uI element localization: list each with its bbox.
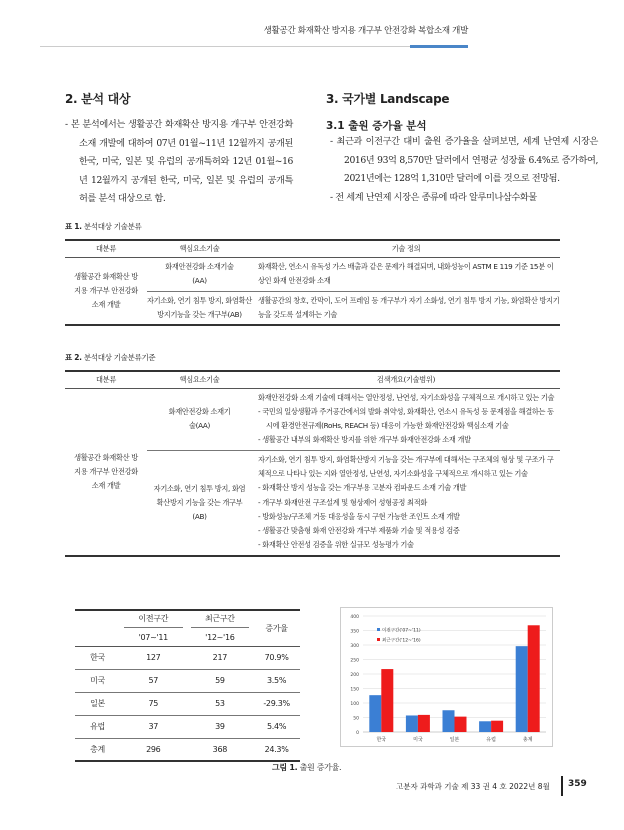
bar-recent — [381, 669, 393, 732]
header-divider — [40, 46, 410, 47]
legend-swatch — [377, 628, 380, 631]
caption-text: 분석대상 기술분류기준 — [83, 353, 156, 362]
bar-previous — [516, 646, 528, 732]
x-tick-label: 일본 — [449, 737, 460, 743]
col-header: 대분류 — [65, 240, 147, 257]
value-cell: 53 — [187, 692, 254, 715]
bar-recent — [528, 625, 540, 732]
y-tick-label: 50 — [353, 716, 359, 722]
bar-previous — [479, 721, 491, 732]
running-header: 생활공간 화재확산 방지용 개구부 안전강화 복합소재 개발 — [263, 26, 468, 36]
table-row — [75, 646, 300, 669]
x-tick-label: 유럽 — [486, 737, 496, 743]
col-header: 기술 정의 — [252, 240, 560, 257]
bar-recent — [418, 715, 430, 732]
header-accent-bar — [410, 45, 468, 48]
scope-item: - 방화성능/구조체 거동 대응성을 동시 구현 가능한 조인트 소재 개발 — [258, 511, 460, 521]
footer-divider — [561, 776, 563, 796]
section-title: 2. 분석 대상 — [65, 92, 131, 106]
scope-cell — [252, 388, 560, 450]
country-cell: 미국 — [75, 669, 120, 692]
value-cell: -29.3% — [253, 692, 300, 715]
figure-caption — [272, 762, 341, 773]
legend-label: 최근구간('12~'16) — [382, 638, 421, 644]
table-row — [75, 692, 300, 715]
chart-svg — [341, 608, 554, 748]
scope-cell — [252, 450, 560, 556]
col-header: 핵심요소기술 — [147, 240, 252, 257]
table-row — [75, 669, 300, 692]
x-tick-label: 총계 — [522, 737, 533, 743]
x-tick-label: 미국 — [413, 737, 423, 743]
col-header: 검색개요(기술범위) — [252, 371, 560, 388]
bar-chart — [340, 607, 553, 747]
col-subheader: '12~'16 — [205, 632, 235, 642]
def-cell: 생활공간의 창호, 칸막이, 도어 프레임 등 개구부가 자기 소화성, 연기 침투 방지 기능, 화염확산 방지기능을 갖도록 설계하는 기술 — [252, 291, 560, 325]
country-cell: 유럽 — [75, 715, 120, 738]
table-row — [75, 738, 300, 761]
table2-caption — [65, 352, 155, 363]
value-cell: 127 — [120, 646, 187, 669]
value-cell: 217 — [187, 646, 254, 669]
caption-text: 출원 증가율. — [299, 763, 342, 772]
value-cell: 3.5% — [253, 669, 300, 692]
bar-recent — [455, 717, 467, 732]
y-tick-label: 200 — [350, 673, 359, 678]
growth-table — [75, 609, 300, 762]
y-tick-label: 350 — [350, 629, 359, 635]
caption-number: 그림 1. — [272, 763, 298, 772]
paragraph: - 본 분석에서는 생활공간 화재확산 방지용 개구부 안전강화 소재 개발에 대하여 07년 01월~11년 12월까지 공개된 한국, 미국, 일본 및 유럽의 공개특허와 12년 01월~16년 12월까지 공개된 한국, 미국, 일본 및 유럽의 공개특허를 분석 대상으로 함. — [65, 119, 293, 204]
col-header: 대분류 — [65, 371, 147, 388]
scope-item: - 생활공간 맞춤형 화재 안전강화 개구부 제품화 기술 및 적용성 검증 — [258, 526, 460, 536]
value-cell: 368 — [187, 738, 254, 761]
subsection-title: 3.1 출원 증가율 분석 — [326, 120, 427, 132]
value-cell: 70.9% — [253, 646, 300, 669]
scope-item: - 개구부 화재안전 구조설계 및 형상제어 성형공정 최적화 — [258, 497, 427, 507]
section-3 — [326, 90, 598, 207]
country-cell: 한국 — [75, 646, 120, 669]
country-cell: 일본 — [75, 692, 120, 715]
caption-number: 표 2. — [65, 353, 82, 362]
y-tick-label: 250 — [350, 658, 359, 664]
y-tick-label: 300 — [350, 644, 359, 649]
scope-item: - 화재확산 방지 성능을 갖는 개구부용 고분자 컴파운드 소재 기술 개발 — [258, 483, 467, 493]
tech-cell: 화재안전강화 소재기술(AA) — [168, 407, 231, 431]
tech-cell: 자기소화, 연기 침투 방지, 화염확산방지기능을 갖는 개구부(AB) — [147, 291, 252, 325]
bar-previous — [369, 695, 381, 732]
col-subheader: '07~'11 — [138, 632, 168, 642]
legend-label: 이전구간('07~'11) — [382, 628, 421, 634]
category-cell: 생활공간 화재확산 방지용 개구부 안전강화 소재 개발 — [74, 452, 138, 490]
scope-item: - 화재확산 안전성 검증을 위한 실규모 성능평가 기술 — [258, 540, 414, 550]
value-cell: 24.3% — [253, 738, 300, 761]
tech-cell: 자기소화, 연기 침투 방지, 화염확산방지 기능을 갖는 개구부(AB) — [147, 450, 252, 556]
col-header: 최근구간 — [191, 613, 250, 628]
table1 — [65, 239, 560, 326]
value-cell: 296 — [120, 738, 187, 761]
journal-footer: 고분자 과학과 기술 제 33 권 4 호 2022년 8월 — [396, 782, 550, 791]
bar-previous — [406, 715, 418, 732]
bar-recent — [491, 721, 503, 732]
page-number: 359 — [568, 779, 587, 789]
col-header: 증가율 — [265, 623, 288, 633]
def-cell: 화재확산, 연소시 유독성 가스 배출과 같은 문제가 해결되며, 내화성능이 ASTM E 119 기준 15분 이상인 화재 안전강화 소재 — [258, 262, 554, 285]
value-cell: 37 — [120, 715, 187, 738]
legend-swatch — [377, 638, 380, 641]
scope-item: - 생활공간 내부의 화재확산 방지를 위한 개구부 화재안전강화 소재 개발 — [258, 435, 471, 445]
section-2 — [65, 90, 293, 209]
paragraph: - 전 세계 난연제 시장은 종류에 따라 알루미나삼수화물 — [330, 191, 537, 203]
x-tick-label: 한국 — [376, 737, 387, 743]
scope-text: 자기소화, 연기 침투 방지, 화염확산방지 기능을 갖는 개구부에 대해서는 구조체의 형상 및 구조가 구체적으로 나타나 있는 지와 열안정성, 난연성, 자기소화성을 구체적으로 개시하고 있는 기술 — [258, 454, 554, 478]
y-tick-label: 150 — [350, 687, 359, 693]
value-cell: 75 — [120, 692, 187, 715]
y-tick-label: 100 — [350, 702, 359, 707]
paragraph: - 최근과 이전구간 대비 출원 증가율을 살펴보면, 세계 난연제 시장은 2016년 93억 8,570만 달러에서 연평균 성장률 6.4%로 증가하여, 2021년에는 128억 1,310만 달러에 이를 것으로 전망됨. — [330, 136, 598, 184]
scope-item: - 국민의 일상생활과 주거공간에서의 발화 취약성, 화재확산, 연소시 유독성 등 문제점을 해결하는 동시에 환경안전규제(RoHs, REACH 등) 대응이 가능한 화재안전강화 핵심소재 기술 — [258, 406, 554, 431]
value-cell: 39 — [187, 715, 254, 738]
table1-caption — [65, 221, 141, 232]
caption-text: 분석대상 기술분류 — [83, 222, 142, 231]
value-cell: 5.4% — [253, 715, 300, 738]
value-cell: 59 — [187, 669, 254, 692]
section-title: 3. 국가별 Landscape — [326, 92, 450, 106]
country-cell: 총계 — [75, 738, 120, 761]
col-header: 핵심요소기술 — [147, 371, 252, 388]
table-row — [75, 715, 300, 738]
table2 — [65, 370, 560, 557]
caption-number: 표 1. — [65, 222, 82, 231]
y-tick-label: 400 — [350, 615, 359, 620]
value-cell: 57 — [120, 669, 187, 692]
col-header: 이전구간 — [124, 613, 183, 628]
y-tick-label: 0 — [356, 731, 359, 736]
scope-text: 화재안전강화 소재 기술에 대해서는 열안정성, 난연성, 자기소화성을 구체적으로 개시하고 있는 기술 — [258, 392, 555, 402]
tech-cell: 화재안전강화 소재기술(AA) — [165, 262, 234, 285]
category-cell: 생활공간 화재확산 방지용 개구부 안전강화 소재 개발 — [74, 271, 138, 309]
bar-previous — [443, 710, 455, 732]
